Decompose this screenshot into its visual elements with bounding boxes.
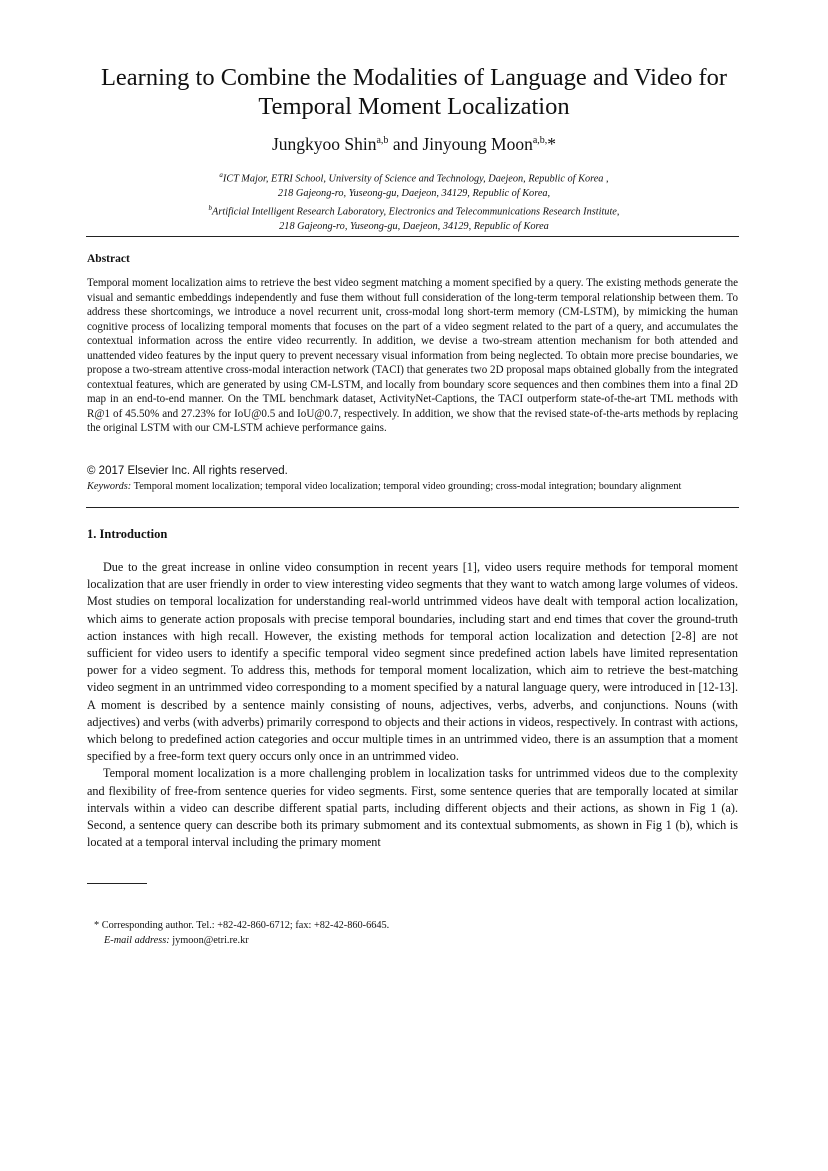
copyright-notice: © 2017 Elsevier Inc. All rights reserved.: [87, 465, 288, 477]
introduction-heading: 1. Introduction: [87, 527, 168, 541]
corresponding-author-note: * Corresponding author. Tel.: +82-42-860-6712; fax: +82-42-860-6645.: [94, 920, 390, 931]
author-list: [0, 134, 828, 155]
author-name: Jungkyoo Shin: [271, 134, 377, 154]
affiliation-marker: a: [219, 171, 223, 179]
introduction-body: [87, 559, 738, 851]
abstract-text: Temporal moment localization aims to retrieve the best video segment matching a moment specified by a query. The existing methods generate the visual and semantic embeddings independently and fuse them without full consideration of the long-term temporal relationship between them. To address these shortcomings, we introduce a novel recurrent unit, cross-modal long short-term memory (CM-LSTM), by mimicking the human cognitive process of localizing temporal moments that focuses on the part of a video segment related to the part of a query, and accumulates the contextual information across the entire video recurrently. In addition, we devise a two-stream attention mechanism for both attended and unattended video features by the input query to prevent necessary visual information from being neglected. To obtain more precise boundaries, we propose a two-stream attentive cross-modal interaction network (TACI) that generates two 2D proposal maps obtained globally from the integrated contextual features, which are generated by using CM-LSTM, and locally from boundary score sequences and then combines them into a final 2D map in an end-to-end manner. On the TML benchmark dataset, ActivityNet-Captions, the TACI outperform state-of-the-art TML methods with R@1 of 45.50% and 27.23% for IoU@0.5 and IoU@0.7, respectively. In addition, we show that the revised state-of-the-arts methods by replacing the original LSTM with our CM-LSTM achieve performance gains.: [87, 277, 738, 434]
affiliations: [100, 168, 728, 235]
affiliation-marker: b: [208, 204, 213, 213]
affiliation-line: ICT Major, ETRI School, University of Science and Technology, Daejeon, Republic of Korea ,: [222, 173, 609, 185]
author-name: Jinyoung Moon: [422, 134, 533, 154]
keywords: [87, 481, 681, 492]
affiliation-b: [100, 201, 728, 220]
affiliation-line: 218 Gajeong-ro, Yuseong-gu, Daejeon, 34129, Republic of Korea,: [277, 187, 551, 199]
footnote: [94, 918, 389, 948]
abstract-divider: [86, 507, 739, 508]
corresponding-author-mark: *: [547, 134, 557, 154]
email-line: [94, 933, 389, 948]
keywords-list: Temporal moment localization; temporal video localization; temporal video grounding; cross-modal integration; boundary alignment: [131, 481, 682, 492]
email-label: E-mail address:: [104, 935, 170, 946]
email-address: jymoon@etri.re.kr: [169, 935, 249, 946]
paper-title: Learning to Combine the Modalities of Language and Video for Temporal Moment Localization: [100, 64, 728, 120]
abstract-heading: Abstract: [87, 253, 130, 265]
footnote-divider: [87, 883, 147, 884]
affiliation-line: Artificial Intelligent Research Laboratory, Electronics and Telecommunications Research Institute,: [212, 206, 620, 218]
affiliation-a: [100, 168, 728, 187]
affiliation-marker: a,b: [376, 135, 389, 147]
keywords-label: Keywords:: [87, 481, 132, 492]
paragraph: Temporal moment localization is a more challenging problem in localization tasks for untrimmed videos due to the complexity and flexibility of free-from sentence queries for video segments. First, some sentence queries that are temporally located at similar intervals within a video can describe different spatial parts, including different objects and their actions, as shown in Fig 1 (a). Second, a sentence query can describe both its primary submoment and its contextual submoments, as shown in Fig 1 (b), which is located at a temporal interval including the primary moment: [87, 766, 738, 850]
affiliation-line: 218 Gajeong-ro, Yuseong-gu, Daejeon, 34129, Republic of Korea: [279, 221, 549, 233]
paragraph: Due to the great increase in online video consumption in recent years [1], video users require methods for temporal moment localization that are user friendly in order to view interesting video segments that they want to watch among large volumes of videos. Most studies on temporal localization for understanding real-world untrimmed videos have dealt with temporal action localization, which aims to generate action proposals with precise temporal boundaries, including start and end times that cover the ground-truth action instances with high recall. However, the existing methods for temporal action localization and detection [2-8] are not sufficient for video users to identify a specific temporal video segment since predefined action labels have limited representation power for a video segment. To address this, methods for temporal moment localization, which aim to retrieve the best-matching video segment in an untrimmed video corresponding to a moment specified by a natural language query, were introduced in [12-13]. A moment is described by a sentence mainly consisting of nouns, adjectives, verbs, adverbs, and conjunctions. Nouns (with adjectives) and verbs (with adverbs) primarily correspond to objects and their actions in videos, respectively. In contrast with actions, which belong to predefined action categories and occur multiple times in an untrimmed video, there is an assumption that a moment specified by a free-form text query occurs only once in an untrimmed video.: [87, 560, 738, 764]
author-connector: and: [388, 134, 423, 154]
affiliation-marker: a,b,: [532, 135, 548, 147]
top-divider: [86, 236, 739, 237]
